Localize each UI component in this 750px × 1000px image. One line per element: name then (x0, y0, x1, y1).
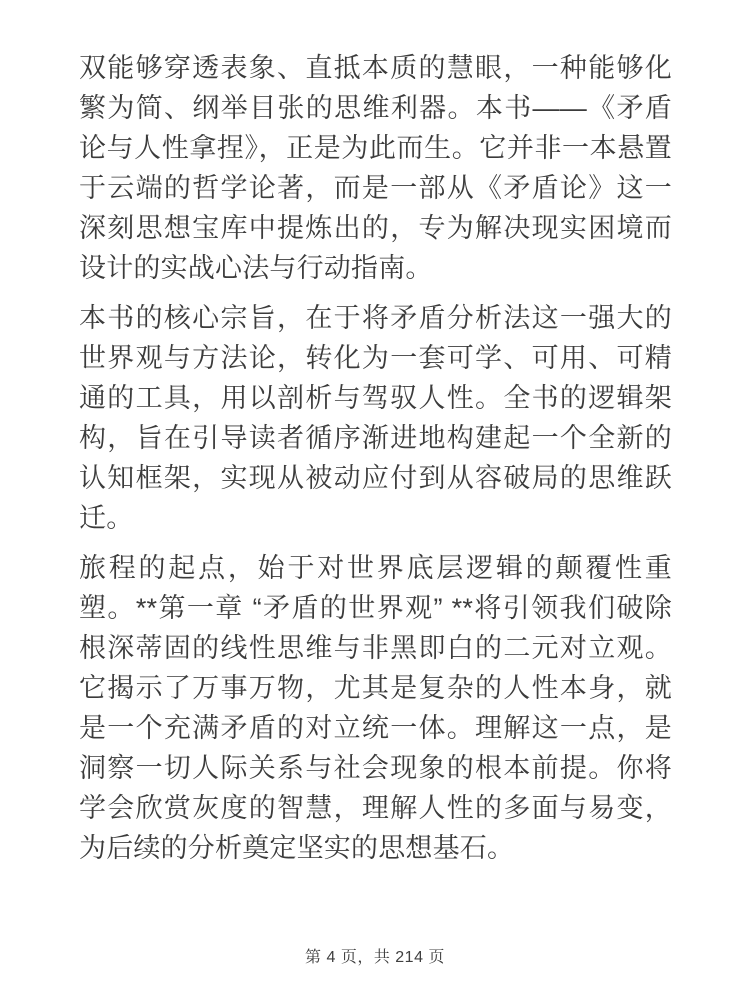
paragraph-2: 本书的核心宗旨，在于将矛盾分析法这一强大的世界观与方法论，转化为一套可学、可用、可精通的工具，用以剖析与驾驭人性。全书的逻辑架构，旨在引导读者循序渐进地构建起一个全新的认知框架，实现从被动应付到从容破局的思维跃迁。 (79, 303, 672, 533)
page-number-label: 第 4 页，共 214 页 (305, 949, 445, 966)
paragraph-1: 双能够穿透表象、直抵本质的慧眼，一种能够化繁为简、纲举目张的思维利器。本书——《矛盾论与人性拿捏》，正是为此而生。它并非一本悬置于云端的哲学论著，而是一部从《矛盾论》这一深刻思想宝库中提炼出的，专为解决现实困境而设计的实战心法与行动指南。 (79, 53, 672, 283)
paragraph-3: 旅程的起点，始于对世界底层逻辑的颠覆性重塑。**第一章 “矛盾的世界观” **将引领我们破除根深蒂固的线性思维与非黑即白的二元对立观。它揭示了万事万物，尤其是复杂的人性本身，就是一个充满矛盾的对立统一体。理解这一点，是洞察一切人际关系与社会现象的根本前提。你将学会欣赏灰度的智慧，理解人性的多面与易变，为后续的分析奠定坚实的思想基石。 (79, 553, 672, 863)
page-footer (0, 948, 750, 968)
